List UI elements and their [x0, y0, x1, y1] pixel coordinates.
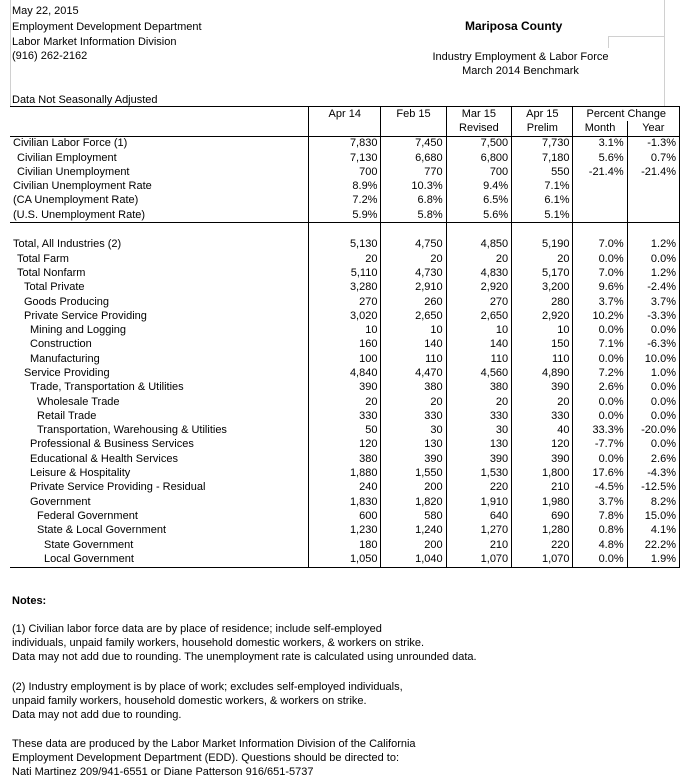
value-apr15: 6.1%	[512, 194, 573, 208]
col-apr15-prelim: Prelim	[512, 121, 573, 136]
spacer-cell	[573, 223, 627, 238]
division-name: Labor Market Information Division	[12, 36, 177, 48]
value-feb15: 7,450	[381, 136, 446, 151]
value-apr14: 5,110	[309, 266, 381, 280]
value-mar15: 20	[446, 395, 512, 409]
report-subtitle: Industry Employment & Labor Force	[432, 51, 609, 63]
value-year-change: -3.3%	[627, 309, 679, 323]
value-apr15: 150	[512, 338, 573, 352]
value-feb15: 2,910	[381, 281, 446, 295]
value-apr14: 390	[309, 381, 381, 395]
note-1-line: Data may not add due to rounding. The unemployment rate is calculated using unrounded data.	[12, 651, 477, 663]
value-apr14: 120	[309, 438, 381, 452]
industry-row	[10, 438, 680, 452]
value-month-change: 2.6%	[573, 381, 627, 395]
value-feb15: 140	[381, 338, 446, 352]
note-3-line: Employment Development Department (EDD). Questions should be directed to:	[12, 752, 400, 764]
header-blank	[10, 107, 309, 122]
value-apr14: 600	[309, 509, 381, 523]
value-year-change: -21.4%	[627, 165, 679, 179]
value-apr14: 180	[309, 538, 381, 552]
value-apr14: 7,830	[309, 136, 381, 151]
value-apr15: 20	[512, 395, 573, 409]
spacer-cell	[381, 223, 446, 238]
value-apr14: 3,020	[309, 309, 381, 323]
industry-row	[10, 395, 680, 409]
value-apr14: 700	[309, 165, 381, 179]
spacer-cell	[512, 223, 573, 238]
value-year-change	[627, 208, 679, 223]
value-apr15: 5.1%	[512, 208, 573, 223]
value-month-change: 7.2%	[573, 366, 627, 380]
frame-line	[664, 0, 665, 106]
row-label: (U.S. Unemployment Rate)	[13, 208, 146, 221]
value-apr14: 7.2%	[309, 194, 381, 208]
value-year-change: -6.3%	[627, 338, 679, 352]
phone-number: (916) 262-2162	[12, 50, 88, 62]
row-label: Mining and Logging	[30, 324, 127, 337]
value-year-change: 1.2%	[627, 266, 679, 280]
department-name: Employment Development Department	[12, 21, 202, 33]
value-year-change: 0.0%	[627, 395, 679, 409]
value-month-change: 0.0%	[573, 452, 627, 466]
value-apr15: 7,180	[512, 151, 573, 165]
row-label: State Government	[44, 538, 134, 551]
value-mar15: 270	[446, 295, 512, 309]
row-label: Total Farm	[17, 252, 69, 265]
value-feb15: 380	[381, 381, 446, 395]
value-year-change	[627, 179, 679, 193]
industry-row	[10, 238, 680, 252]
value-month-change: 10.2%	[573, 309, 627, 323]
row-label: Total, All Industries (2)	[13, 238, 122, 251]
value-month-change: 7.8%	[573, 509, 627, 523]
note-2-line: Data may not add due to rounding.	[12, 709, 182, 721]
value-month-change: 0.0%	[573, 352, 627, 366]
value-mar15: 140	[446, 338, 512, 352]
value-mar15: 4,560	[446, 366, 512, 380]
value-apr15: 3,200	[512, 281, 573, 295]
value-month-change: 5.6%	[573, 151, 627, 165]
industry-row	[10, 352, 680, 366]
value-apr14: 20	[309, 395, 381, 409]
value-apr15: 5,190	[512, 238, 573, 252]
row-label: Wholesale Trade	[37, 395, 120, 408]
row-label: Private Service Providing - Residual	[30, 481, 206, 494]
value-feb15: 200	[381, 481, 446, 495]
row-label: Civilian Employment	[17, 151, 117, 164]
value-feb15: 200	[381, 538, 446, 552]
note-2	[12, 680, 403, 722]
value-apr15: 120	[512, 438, 573, 452]
value-mar15: 30	[446, 424, 512, 438]
value-mar15: 330	[446, 409, 512, 423]
industry-row	[10, 252, 680, 266]
value-year-change: 0.0%	[627, 381, 679, 395]
value-apr14: 240	[309, 481, 381, 495]
value-year-change: 4.1%	[627, 524, 679, 538]
value-year-change: 0.0%	[627, 323, 679, 337]
value-apr14: 7,130	[309, 151, 381, 165]
value-mar15: 130	[446, 438, 512, 452]
value-month-change	[573, 194, 627, 208]
value-mar15: 1,910	[446, 495, 512, 509]
value-apr14: 1,880	[309, 466, 381, 480]
industry-row	[10, 538, 680, 552]
value-year-change: 15.0%	[627, 509, 679, 523]
value-month-change: 7.1%	[573, 338, 627, 352]
row-label: Civilian Labor Force (1)	[13, 137, 128, 150]
adjustment-note: Data Not Seasonally Adjusted	[12, 94, 158, 106]
frame-line	[608, 36, 665, 37]
industry-row	[10, 509, 680, 523]
industry-row	[10, 524, 680, 538]
labor-force-row	[10, 179, 680, 193]
value-apr15: 7.1%	[512, 179, 573, 193]
value-feb15: 4,750	[381, 238, 446, 252]
value-feb15: 110	[381, 352, 446, 366]
value-month-change: 0.0%	[573, 323, 627, 337]
value-year-change: 0.0%	[627, 409, 679, 423]
row-label: Professional & Business Services	[30, 438, 194, 451]
value-month-change	[573, 179, 627, 193]
note-2-line: unpaid family workers, household domestic workers, & workers on strike.	[12, 695, 367, 707]
industry-row	[10, 266, 680, 280]
value-mar15: 1,270	[446, 524, 512, 538]
value-apr15: 550	[512, 165, 573, 179]
value-month-change: 7.0%	[573, 238, 627, 252]
value-apr15: 4,890	[512, 366, 573, 380]
value-year-change: 2.6%	[627, 452, 679, 466]
row-label: (CA Unemployment Rate)	[13, 194, 139, 207]
spacer-row	[10, 223, 680, 238]
value-apr14: 5.9%	[309, 208, 381, 223]
value-feb15: 30	[381, 424, 446, 438]
value-mar15: 700	[446, 165, 512, 179]
value-apr15: 280	[512, 295, 573, 309]
row-label: Manufacturing	[30, 352, 100, 365]
value-mar15: 20	[446, 252, 512, 266]
value-feb15: 20	[381, 252, 446, 266]
value-year-change: -4.3%	[627, 466, 679, 480]
value-year-change: 0.7%	[627, 151, 679, 165]
row-label: Retail Trade	[37, 409, 97, 422]
value-apr15: 210	[512, 481, 573, 495]
value-month-change: 9.6%	[573, 281, 627, 295]
row-label: Government	[30, 495, 91, 508]
value-month-change: -7.7%	[573, 438, 627, 452]
note-1-line: (1) Civilian labor force data are by place of residence; include self-employed	[12, 623, 382, 635]
value-mar15: 5.6%	[446, 208, 512, 223]
value-month-change: 0.0%	[573, 409, 627, 423]
labor-force-row	[10, 165, 680, 179]
industry-row	[10, 409, 680, 423]
value-feb15: 390	[381, 452, 446, 466]
industry-row	[10, 381, 680, 395]
row-label: State & Local Government	[37, 524, 167, 537]
spacer-cell	[10, 223, 309, 238]
value-apr15: 7,730	[512, 136, 573, 151]
industry-row	[10, 466, 680, 480]
value-feb15: 4,470	[381, 366, 446, 380]
value-month-change: 7.0%	[573, 266, 627, 280]
row-label: Federal Government	[37, 509, 138, 522]
value-apr15: 5,170	[512, 266, 573, 280]
row-label: Educational & Health Services	[30, 452, 178, 465]
row-label: Total Private	[24, 281, 85, 294]
value-apr14: 380	[309, 452, 381, 466]
value-mar15: 2,650	[446, 309, 512, 323]
col-apr14-sub	[309, 121, 381, 136]
value-year-change: 1.0%	[627, 366, 679, 380]
col-month: Month	[573, 121, 627, 136]
value-mar15: 10	[446, 323, 512, 337]
report-date: May 22, 2015	[12, 5, 79, 17]
value-year-change: 1.2%	[627, 238, 679, 252]
value-mar15: 4,830	[446, 266, 512, 280]
value-feb15: 770	[381, 165, 446, 179]
value-year-change: 0.0%	[627, 438, 679, 452]
value-apr15: 110	[512, 352, 573, 366]
value-month-change: 4.8%	[573, 538, 627, 552]
row-label: Local Government	[10, 552, 309, 567]
notes-heading: Notes:	[12, 595, 47, 607]
row-label: Construction	[30, 338, 92, 351]
value-year-change: 10.0%	[627, 352, 679, 366]
value-feb15: 130	[381, 438, 446, 452]
industry-row	[10, 366, 680, 380]
value-feb15: 1,240	[381, 524, 446, 538]
note-1-line: individuals, unpaid family workers, household domestic workers, & workers on strike.	[12, 637, 425, 649]
value-apr15: 390	[512, 452, 573, 466]
value-apr15: 2,920	[512, 309, 573, 323]
value-year-change: -2.4%	[627, 281, 679, 295]
value-apr14: 270	[309, 295, 381, 309]
col-mar15-revised: Revised	[446, 121, 512, 136]
labor-force-row	[10, 194, 680, 208]
value-mar15: 220	[446, 481, 512, 495]
note-3-line: These data are produced by the Labor Market Information Division of the California	[12, 738, 416, 750]
spacer-cell	[627, 223, 679, 238]
value-month-change: 0.8%	[573, 524, 627, 538]
row-label: Private Service Providing	[24, 309, 147, 322]
note-3	[12, 737, 416, 779]
value-month-change: 0.0%	[573, 252, 627, 266]
col-apr15: Apr 15	[512, 107, 573, 122]
value-apr15: 1,980	[512, 495, 573, 509]
value-year-change: -1.3%	[627, 136, 679, 151]
value-feb15: 10.3%	[381, 179, 446, 193]
value-mar15: 6.5%	[446, 194, 512, 208]
row-label: Service Providing	[24, 366, 110, 379]
benchmark-label: March 2014 Benchmark	[462, 65, 579, 77]
spacer-cell	[446, 223, 512, 238]
industry-row	[10, 481, 680, 495]
value-apr14: 160	[309, 338, 381, 352]
value-apr14: 3,280	[309, 281, 381, 295]
county-title: Mariposa County	[465, 19, 563, 33]
row-label: Goods Producing	[24, 295, 109, 308]
value-mar15: 110	[446, 352, 512, 366]
value-year-change: 0.0%	[627, 252, 679, 266]
value-year-change: 22.2%	[627, 538, 679, 552]
value-month-change: 3.1%	[573, 136, 627, 151]
value-mar15: 9.4%	[446, 179, 512, 193]
value-mar15: 7,500	[446, 136, 512, 151]
labor-force-row	[10, 151, 680, 165]
value-feb15: 1,550	[381, 466, 446, 480]
value-month-change: 0.0%	[573, 552, 627, 567]
value-year-change: 3.7%	[627, 295, 679, 309]
col-feb15: Feb 15	[381, 107, 446, 122]
value-apr14: 5,130	[309, 238, 381, 252]
value-year-change: 8.2%	[627, 495, 679, 509]
labor-force-row	[10, 136, 680, 151]
value-mar15: 2,920	[446, 281, 512, 295]
value-apr14: 330	[309, 409, 381, 423]
value-apr15: 1,280	[512, 524, 573, 538]
value-apr15: 1,070	[512, 552, 573, 567]
value-mar15: 380	[446, 381, 512, 395]
value-mar15: 390	[446, 452, 512, 466]
value-mar15: 210	[446, 538, 512, 552]
value-feb15: 2,650	[381, 309, 446, 323]
value-feb15: 10	[381, 323, 446, 337]
value-apr14: 1,830	[309, 495, 381, 509]
row-label: Civilian Unemployment	[17, 165, 130, 178]
value-mar15: 4,850	[446, 238, 512, 252]
value-apr15: 40	[512, 424, 573, 438]
value-feb15: 580	[381, 509, 446, 523]
value-year-change	[627, 194, 679, 208]
value-month-change: -4.5%	[573, 481, 627, 495]
value-apr15: 1,800	[512, 466, 573, 480]
col-percent-change: Percent Change	[573, 107, 680, 122]
value-apr14: 50	[309, 424, 381, 438]
header-blank	[10, 121, 309, 136]
row-label: Civilian Unemployment Rate	[13, 180, 152, 193]
value-feb15: 20	[381, 395, 446, 409]
industry-row	[10, 309, 680, 323]
header-row	[10, 121, 680, 136]
spacer-cell	[309, 223, 381, 238]
value-apr14: 8.9%	[309, 179, 381, 193]
col-feb15-sub	[381, 121, 446, 136]
value-month-change: 17.6%	[573, 466, 627, 480]
value-apr14: 4,840	[309, 366, 381, 380]
frame-line	[10, 0, 11, 106]
row-label: Transportation, Warehousing & Utilities	[37, 424, 227, 437]
col-year: Year	[627, 121, 679, 136]
value-mar15: 1,070	[446, 552, 512, 567]
value-month-change: 33.3%	[573, 424, 627, 438]
industry-row	[10, 495, 680, 509]
value-apr15: 330	[512, 409, 573, 423]
industry-row	[10, 295, 680, 309]
value-apr15: 20	[512, 252, 573, 266]
value-apr14: 1,050	[309, 552, 381, 567]
value-apr15: 690	[512, 509, 573, 523]
industry-row	[10, 281, 680, 295]
row-label: Leisure & Hospitality	[30, 467, 131, 480]
value-month-change: 0.0%	[573, 395, 627, 409]
value-feb15: 1,820	[381, 495, 446, 509]
value-mar15: 6,800	[446, 151, 512, 165]
value-month-change	[573, 208, 627, 223]
value-apr15: 10	[512, 323, 573, 337]
value-apr14: 20	[309, 252, 381, 266]
value-apr14: 100	[309, 352, 381, 366]
note-1	[12, 622, 477, 664]
value-year-change: -12.5%	[627, 481, 679, 495]
value-feb15: 260	[381, 295, 446, 309]
row-label: Total Nonfarm	[17, 266, 86, 279]
value-feb15: 330	[381, 409, 446, 423]
col-mar15: Mar 15	[446, 107, 512, 122]
value-apr14: 10	[309, 323, 381, 337]
value-month-change: 3.7%	[573, 295, 627, 309]
employment-table	[10, 106, 680, 568]
header-row	[10, 107, 680, 122]
note-2-line: (2) Industry employment is by place of work; excludes self-employed individuals,	[12, 681, 403, 693]
industry-row	[10, 424, 680, 438]
industry-row	[10, 338, 680, 352]
value-year-change: -20.0%	[627, 424, 679, 438]
row-label: Trade, Transportation & Utilities	[30, 381, 184, 394]
frame-line	[608, 36, 609, 48]
labor-force-row	[10, 208, 680, 223]
value-mar15: 640	[446, 509, 512, 523]
value-apr15: 220	[512, 538, 573, 552]
industry-row	[10, 452, 680, 466]
value-month-change: -21.4%	[573, 165, 627, 179]
value-month-change: 3.7%	[573, 495, 627, 509]
value-feb15: 6.8%	[381, 194, 446, 208]
value-feb15: 5.8%	[381, 208, 446, 223]
value-feb15: 6,680	[381, 151, 446, 165]
col-apr14: Apr 14	[309, 107, 381, 122]
value-apr15: 390	[512, 381, 573, 395]
industry-row	[10, 323, 680, 337]
value-year-change: 1.9%	[627, 552, 679, 567]
note-3-line: Nati Martinez 209/941-6551 or Diane Patterson 916/651-5737	[12, 766, 314, 778]
value-feb15: 1,040	[381, 552, 446, 567]
value-apr14: 1,230	[309, 524, 381, 538]
value-feb15: 4,730	[381, 266, 446, 280]
value-mar15: 1,530	[446, 466, 512, 480]
industry-row	[10, 552, 680, 567]
